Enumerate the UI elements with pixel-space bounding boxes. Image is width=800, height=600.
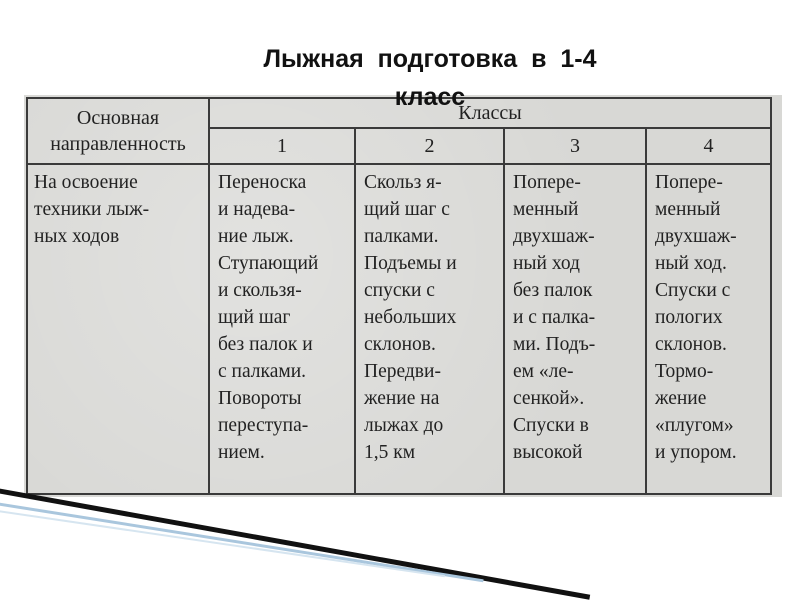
header-grade-2: 2: [355, 128, 504, 164]
cell-grade-1: Переноска и надева- ние лыж. Ступающий и скользя- щий шаг без палок и с палками. Повороты переступа- нием.: [209, 164, 355, 494]
decorative-stripe-dark: [0, 485, 590, 600]
cell-grade-3: Попере- менный двухшаж- ный ход без палок и с палка- ми. Подъ- ем «ле- сенкой». Спуски в высокой: [504, 164, 646, 494]
cell-direction-text: На освоение техники лыж- ных ходов: [34, 172, 150, 247]
curriculum-table: [26, 97, 772, 495]
table-row: [27, 164, 771, 494]
cell-grade-2: Скольз я- щий шаг с палками. Подъемы и спуски с небольших склонов. Передви- жение на лыжах до 1,5 км: [355, 164, 504, 494]
slide-title: Лыжная подготовка в 1-4 класс: [263, 45, 597, 111]
header-grade-4: 4: [646, 128, 771, 164]
header-grade-3: 3: [504, 128, 646, 164]
header-grade-1: 1: [209, 128, 355, 164]
header-direction: [27, 98, 209, 164]
decorative-stripe-light: [0, 506, 445, 577]
header-classes: Классы: [209, 98, 771, 128]
cell-grade-4: Попере- менный двухшаж- ный ход. Спуски с пологих склонов. Тормо- жение «плугом» и упором.: [646, 164, 771, 494]
cell-direction: [27, 164, 209, 494]
header-direction-label: Основная направленность: [50, 107, 186, 155]
